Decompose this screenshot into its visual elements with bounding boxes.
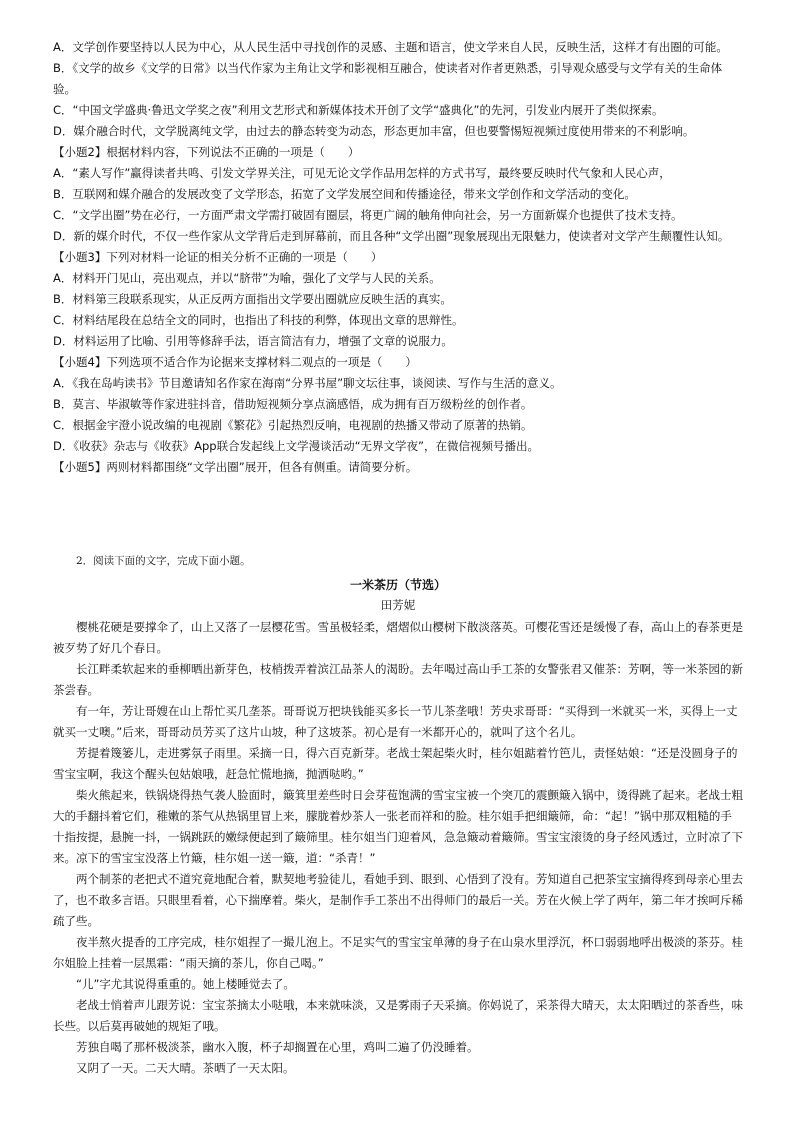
option-line: A．《我在岛屿读书》节目邀请知名作家在海南“分界书屋”聊文坛往事，谈阅读、写作与生活的意义。 [53,376,562,390]
article-paragraph: “儿”字尤其说得重重的。她上楼睡觉去了。 [76,977,295,991]
article-paragraph: 樱桃花硬是要撑伞了，山上又落了一层樱花雪。雪虽极轻柔，熠熠似山樱树下散淡落英。可樱花雪还是缓慢了春，高山上的春茶更是被歹势了好几个春日。 [53,620,743,655]
article-paragraph: 老战士悄着声儿跟芳说：宝宝茶摘太小哒哦，本来就味淡，又是雾雨子天采摘。你妈说了，采茶得大晴天，太太阳晒过的茶香些，味长些。以后莫再破她的规矩了哦。 [53,998,743,1033]
article-paragraph: 夜半熬火提香的工序完成，桂尔姐捏了一撮儿泡上。不足实气的雪宝宝单薄的身子在山泉水里浮沉，杯口弱弱地呼出极淡的茶芬。桂尔姐脸上挂着一层黑霜：“雨天摘的茶儿，你自己喝。” [53,935,743,970]
article-paragraph: 两个制茶的老把式不道究竟地配合着，默契地考验徒儿，看她手到、眼到、心悟到了没有。芳知道自己把茶宝宝摘得疼到母亲心里去了，也不敢多言语。只眼里看着，心下揣摩着。柴火，是制作手工茶出不出得师门的最后一关。芳在火候上学了两年，第二年才挨呵斥稀疏了些。 [53,872,743,928]
option-line: D．《收获》杂志与《收获》App联合发起线上文学漫谈活动“无界文学夜”，在微信视频号播出。 [53,439,539,453]
option-line: D．媒介融合时代，文学脱离纯文学，由过去的静态转变为动态，形态更加丰富，但也要警惕短视频过度使用带来的不利影响。 [53,124,695,138]
article-paragraph: 柴火熊起来，铁锅烧得热气袭人脸面时，簸箕里差些时日会芽苞饱满的雪宝宝被一个突兀的震颤簸入锅中，烫得跳了起来。老战士粗大的手翻抖着它们，稚嫩的茶气从热锅里冒上来，朦胧着炒茶人一张老而祥和的脸。桂尔姐手把细簸筛，命：“起！”锅中那双粗糙的手十指按提，悬腕一抖，一锅跳跃的嫩绿便起到了簸筛里。桂尔姐当门迎着风，急急簸动着簸筛。雪宝宝滚烫的身子经风透过，立时凉了下来。凉下的雪宝宝没落上竹簸，桂尔姐一送一簸，道：“杀青！” [53,788,743,865]
option-line: A．文学创作要坚持以人民为中心，从人民生活中寻找创作的灵感、主题和语言，使文学来自人民，反映生活，这样才有出圈的可能。 [53,40,728,54]
article-paragraph: 芳提着篾篓儿，走进雾氛子雨里。采摘一日，得六百克新芽。老战士架起柴火时，桂尔姐踮着竹笆儿，责怪姑娘：“还是没圆身子的雪宝宝啊，我这个醒头包姑娘哦，赶急忙慌地摘，抛洒哒哟。” [53,746,738,781]
option-line: A．“素人写作”赢得读者共鸣、引发文学界关注，可见无论文学作品用怎样的方式书写，最终要反映时代气象和人民心声， [53,166,671,180]
option-line: B．材料第三段联系现实，从正反两方面指出文学要出圈就应反映生活的真实。 [53,292,452,306]
reading-section-2 [53,551,743,1079]
article-paragraph: 有一年，芳让哥嫂在山上帮忙买几垄茶。哥哥说万把块钱能买多长一节儿茶垄哦！芳央求哥哥：“买得到一米就买一米，买得上一丈就买一丈噢。”后来，哥哥动员芳买了这片山坡，种了这坡茶。初心是有一米都开心的，就叫了这个名儿。 [53,704,738,739]
option-line: D．新的媒介时代，不仅一些作家从文学背后走到屏幕前，而且各种“文学出圈”现象展现出无限魅力，使读者对文学产生颠覆性认知。 [53,229,730,243]
section-heading: 2．阅读下面的文字，完成下面小题。 [76,555,251,567]
option-line: C．“中国文学盛典·鲁迅文学奖之夜”利用文艺形式和新媒体技术开创了文学“盛典化”的先河，引发业内展开了类似探索。 [53,103,664,117]
option-line: C．“文学出圈”势在必行，一方面严肃文学需打破固有圈层，将更广阔的触角伸向社会，另一方面新媒介也提供了技术支持。 [53,208,683,222]
article-paragraph: 又阴了一天。二天大晴。茶晒了一天太阳。 [76,1061,295,1075]
option-line: B．莫言、毕淑敏等作家进驻抖音，借助短视频分享点滴感悟，成为拥有百万级粉丝的创作者。 [53,397,533,411]
article-title: 一米茶历（节选） [349,578,446,592]
question-3: 【小题3】下列对材料一论证的相关分析不正确的一项是（ ） [53,250,383,264]
option-line: A．材料开门见山，亮出观点，并以“脐带”为喻，强化了文学与人民的关系。 [53,271,441,285]
question-4: 【小题4】下列选项不适合作为论据来支撑材料二观点的一项是（ ） [53,355,417,369]
question-section-1 [53,37,743,478]
question-2: 【小题2】根据材料内容，下列说法不正确的一项是（ ） [53,145,360,159]
option-line: B．《文学的故乡《文学的日常》以当代作家为主角让文学和影视相互融合，使读者对作者更熟悉，引导观众感受与文学有关的生命体验。 [53,61,723,96]
article-author: 田芳妮 [380,598,416,612]
option-line: C．根据金宇澄小说改编的电视剧《繁花》引起热烈反响，电视剧的热播又带动了原著的热销。 [53,418,533,432]
option-line: B．互联网和媒介融合的发展改变了文学形态，拓宽了文学发展空间和传播途径，带来文学创作和文学活动的变化。 [53,187,636,201]
option-line: C．材料结尾段在总结全文的同时，也指出了科技的利弊，体现出文章的思辩性。 [53,313,464,327]
article-paragraph: 长江畔柔软起来的垂柳晒出新芽色，枝梢拨弄着滨江品茶人的渴盼。去年喝过高山手工茶的女警张君又催茶：芳啊，等一米茶园的新茶尝春。 [53,662,743,697]
article-paragraph: 芳独自喝了那杯极淡茶，幽水入腹，杯子却搁置在心里，鸡叫二遍了仍没睡着。 [76,1040,479,1054]
option-line: D．材料运用了比喻、引用等修辞手法，语言简洁有力，增强了文章的说服力。 [53,334,453,348]
question-5: 【小题5】两则材料都围绕“文学出圈”展开，但各有侧重。请简要分析。 [53,460,418,474]
